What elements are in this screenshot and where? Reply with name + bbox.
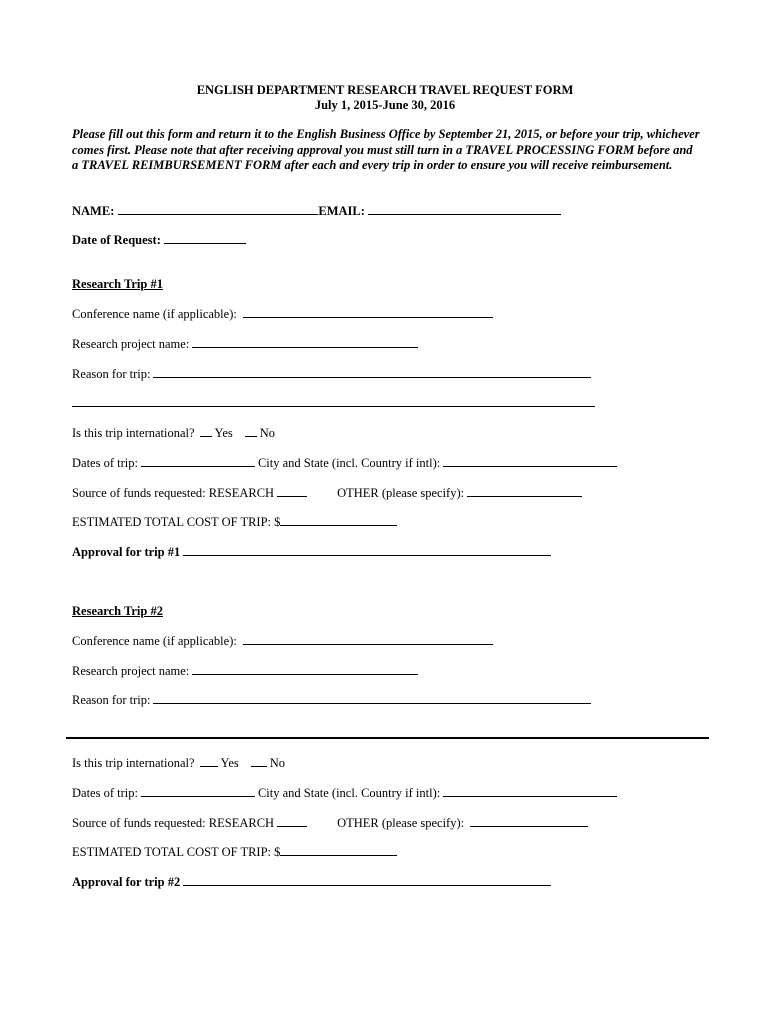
instruction-line: Please fill out this form and return it to the English Business Office by September 21, 2015, or before your trip, whichever: [72, 127, 700, 141]
trip2-reason-field[interactable]: [153, 692, 591, 704]
trip2-funds-row: [72, 815, 591, 831]
yes-label: Yes: [214, 426, 233, 440]
city-label: City and State (incl. Country if intl):: [257, 456, 441, 470]
no-label: No: [259, 426, 276, 440]
trip1-approval-row: [72, 544, 554, 560]
trip1-reason-line-2[interactable]: [72, 406, 595, 407]
trip2-project-field[interactable]: [192, 663, 418, 675]
dates-label: Dates of trip:: [72, 456, 138, 470]
international-label: Is this trip international?: [72, 426, 195, 440]
trip1-heading: Research Trip #1: [72, 277, 163, 291]
trip2-conference-row: [72, 633, 496, 649]
trip1-international-row: [72, 425, 275, 441]
conference-label: Conference name (if applicable):: [72, 634, 237, 648]
trip1-conference-row: [72, 306, 496, 322]
dates-label: Dates of trip:: [72, 786, 138, 800]
trip1-reason-row: [72, 366, 594, 382]
reason-label: Reason for trip:: [72, 693, 151, 707]
trip2-conference-field[interactable]: [243, 633, 493, 645]
trip1-project-field[interactable]: [192, 336, 418, 348]
trip1-dates-row: [72, 455, 620, 471]
trip2-dates-field[interactable]: [141, 785, 255, 797]
city-label: City and State (incl. Country if intl):: [257, 786, 441, 800]
instruction-line: comes first. Please note that after receiving approval you must still turn in a TRAVEL PROCESSING FORM before and: [72, 142, 693, 157]
trip2-project-row: [72, 663, 421, 679]
fiscal-year: July 1, 2015-June 30, 2016: [314, 98, 456, 112]
name-label: NAME:: [72, 204, 115, 218]
form-title: ENGLISH DEPARTMENT RESEARCH TRAVEL REQUEST FORM: [196, 83, 574, 97]
trip1-reason-field[interactable]: [153, 366, 591, 378]
other-label: OTHER (please specify):: [337, 816, 465, 830]
trip1-dates-field[interactable]: [141, 455, 255, 467]
trip2-other-field[interactable]: [470, 815, 588, 827]
international-label: Is this trip international?: [72, 756, 195, 770]
applicant-row: [72, 203, 564, 219]
instructions: [72, 127, 712, 174]
trip1-research-blank[interactable]: [277, 485, 307, 497]
trip1-other-field[interactable]: [467, 485, 582, 497]
trip1-cost-row: [72, 514, 400, 530]
trip2-approval-row: [72, 874, 554, 890]
reason-label: Reason for trip:: [72, 367, 151, 381]
section-divider: [66, 737, 709, 739]
trip2-city-field[interactable]: [443, 785, 617, 797]
cost-label: ESTIMATED TOTAL COST OF TRIP: $: [72, 515, 281, 529]
name-field[interactable]: [118, 203, 318, 215]
trip2-research-blank[interactable]: [277, 815, 307, 827]
project-label: Research project name:: [72, 337, 190, 351]
date-request-label: Date of Request:: [72, 233, 161, 247]
funds-label: Source of funds requested: RESEARCH: [72, 486, 275, 500]
trip2-heading: Research Trip #2: [72, 604, 163, 618]
trip1-project-row: [72, 336, 421, 352]
yes-label: Yes: [220, 756, 239, 770]
approval-label: Approval for trip #2: [72, 875, 181, 889]
trip2-dates-row: [72, 785, 620, 801]
trip2-reason-row: [72, 692, 594, 708]
approval-label: Approval for trip #1: [72, 545, 181, 559]
date-request-field[interactable]: [164, 232, 246, 244]
no-label: No: [269, 756, 286, 770]
trip1-cost-field[interactable]: [280, 514, 397, 526]
conference-label: Conference name (if applicable):: [72, 307, 237, 321]
trip1-city-field[interactable]: [443, 455, 617, 467]
instruction-line: a TRAVEL REIMBURSEMENT FORM after each and every trip in order to ensure you will receive reimbursement.: [72, 158, 673, 172]
trip2-approval-field[interactable]: [183, 874, 551, 886]
trip2-international-row: [72, 755, 285, 771]
project-label: Research project name:: [72, 664, 190, 678]
email-field[interactable]: [368, 203, 561, 215]
trip1-approval-field[interactable]: [183, 544, 551, 556]
trip2-no-blank[interactable]: [251, 755, 267, 767]
funds-label: Source of funds requested: RESEARCH: [72, 816, 275, 830]
trip1-no-blank[interactable]: [245, 425, 257, 437]
email-label: EMAIL:: [318, 204, 365, 218]
trip2-cost-field[interactable]: [280, 844, 397, 856]
trip1-yes-blank[interactable]: [200, 425, 212, 437]
date-row: [72, 232, 249, 248]
trip1-conference-field[interactable]: [243, 306, 493, 318]
trip2-yes-blank[interactable]: [200, 755, 218, 767]
trip1-funds-row: [72, 485, 585, 501]
other-label: OTHER (please specify):: [337, 486, 465, 500]
trip2-cost-row: [72, 844, 400, 860]
cost-label: ESTIMATED TOTAL COST OF TRIP: $: [72, 845, 281, 859]
